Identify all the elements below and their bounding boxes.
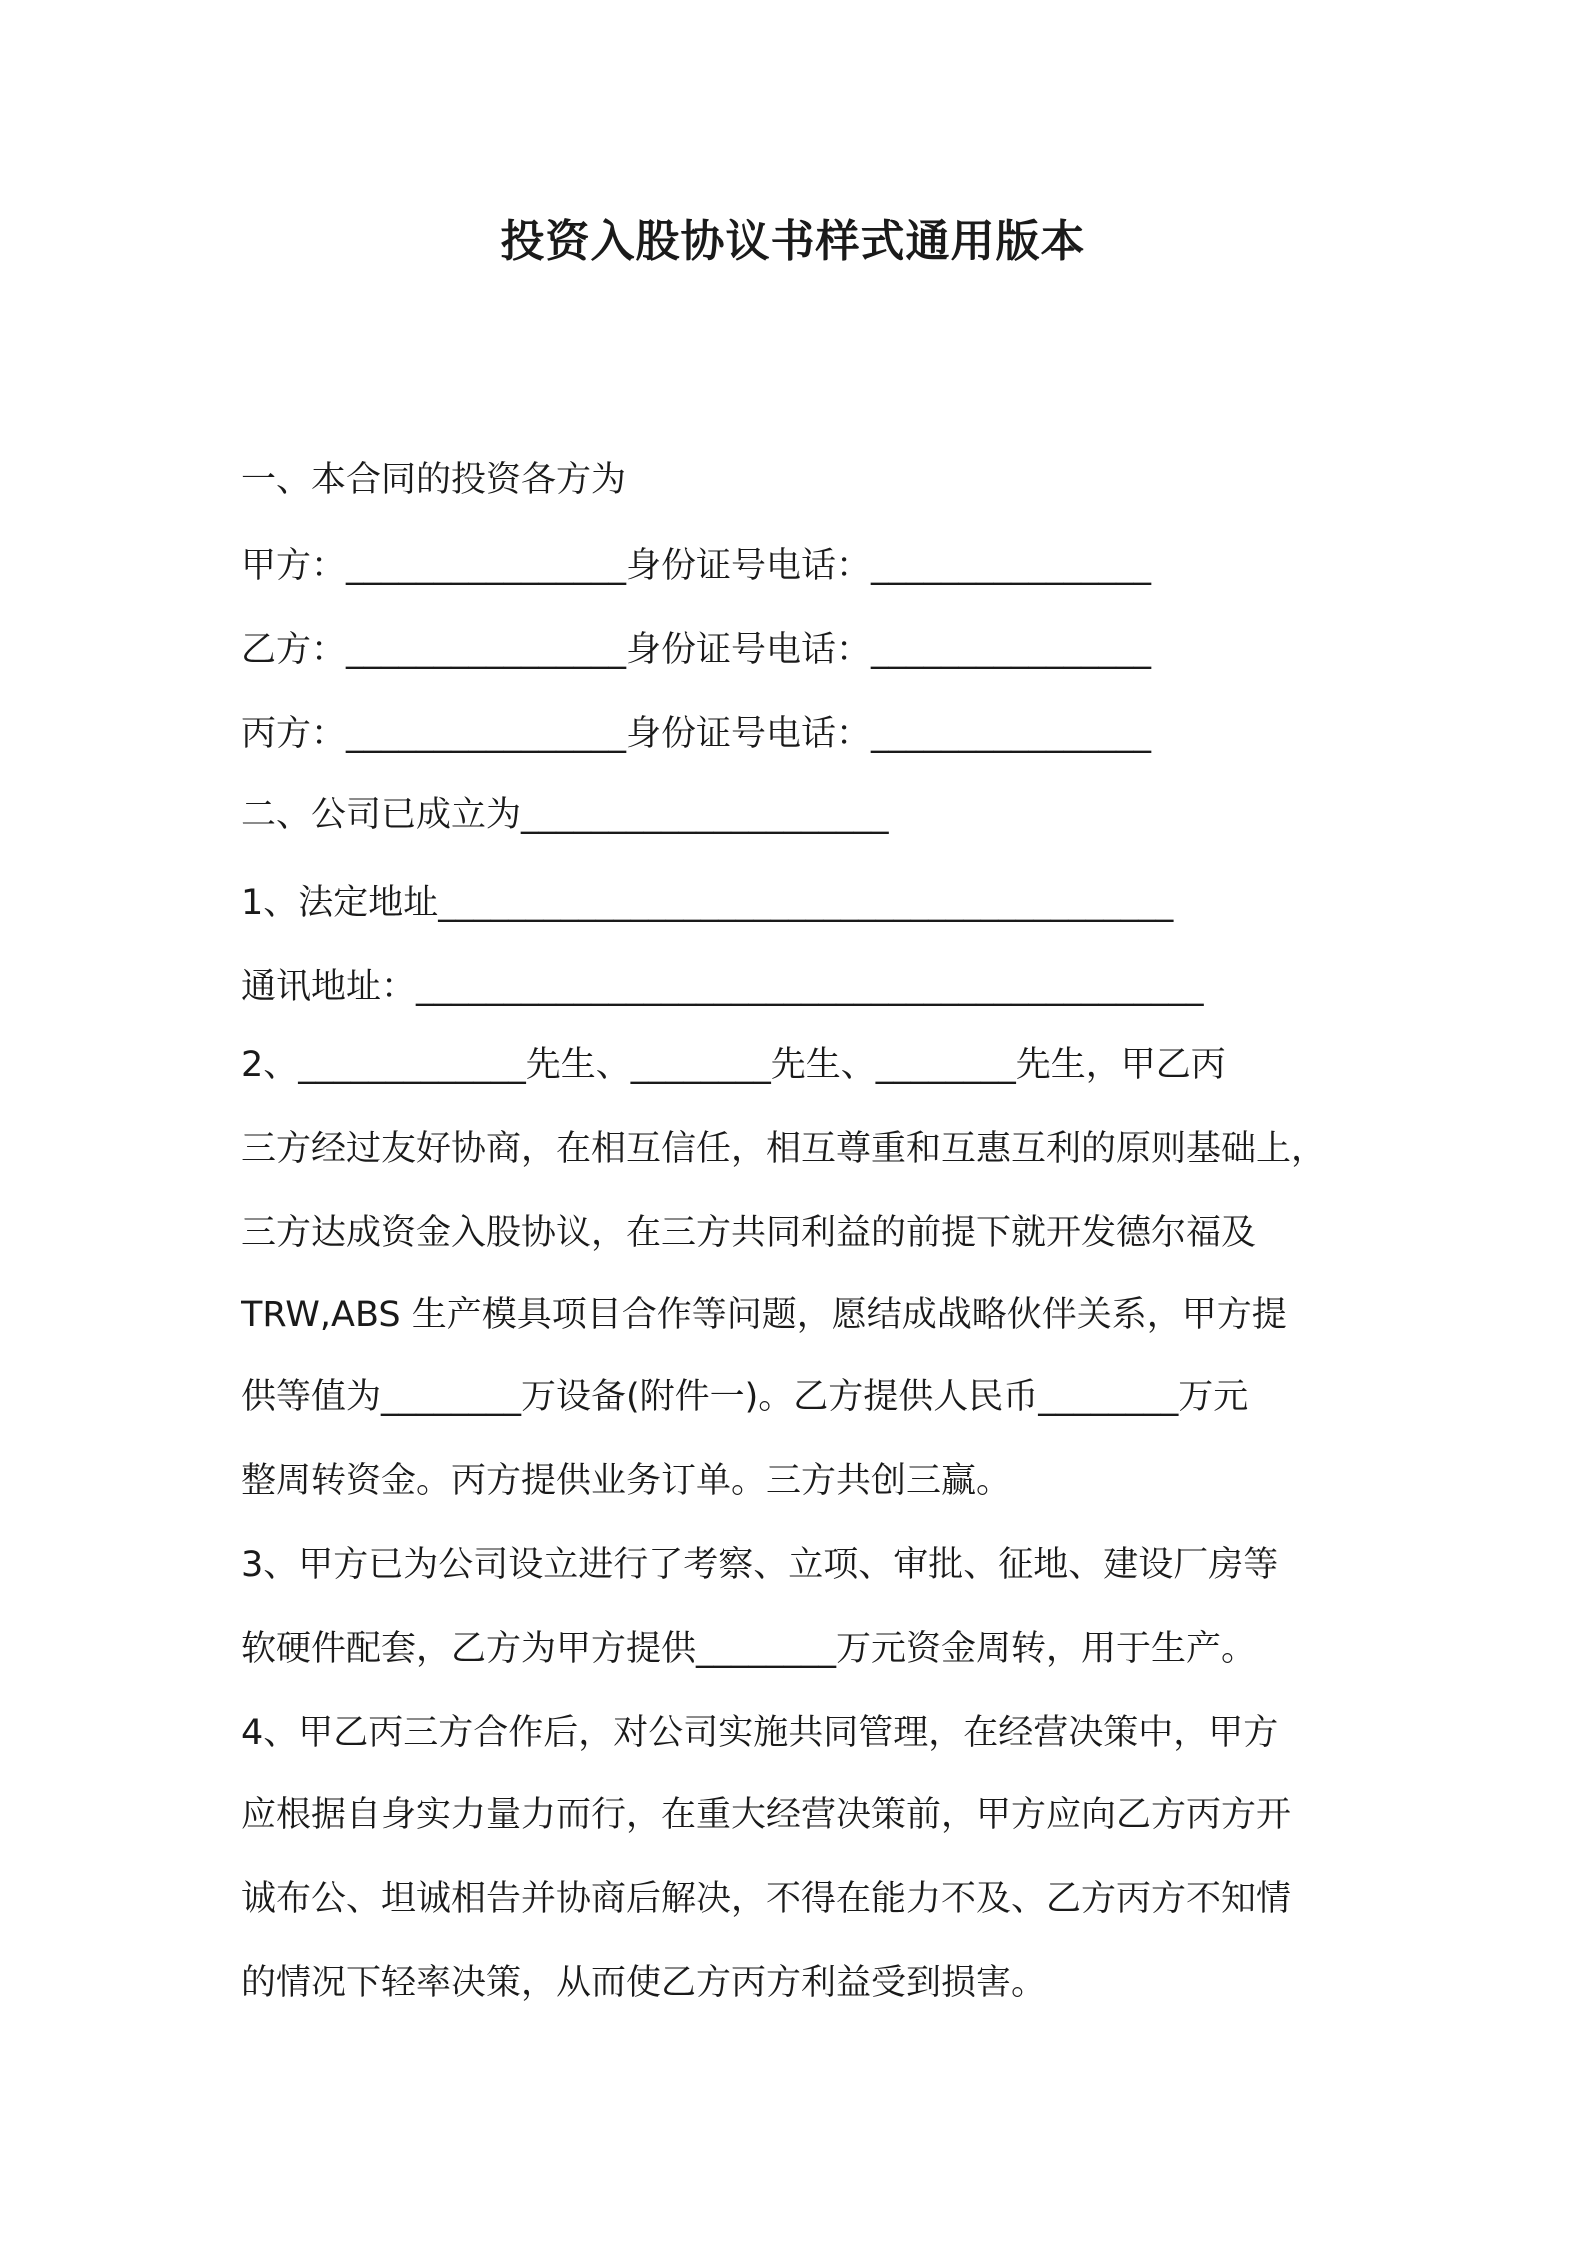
clause-2-line-6: 整周转资金。丙方提供业务订单。三方共创三赢。 <box>241 1461 1012 1501</box>
section-1-heading: 一、本合同的投资各方为 <box>241 460 627 500</box>
clause-4-line-1: 4、甲乙丙三方合作后，对公司实施共同管理，在经营决策中，甲方 <box>241 1713 1279 1753</box>
party-a-line: 甲方：________________身份证号电话：________________ <box>241 546 1152 586</box>
clause-4-line-3: 诚布公、坦诚相告并协商后解决，不得在能力不及、乙方丙方不知情 <box>241 1879 1292 1919</box>
document-title: 投资入股协议书样式通用版本 <box>500 216 1086 267</box>
clause-4-line-2: 应根据自身实力量力而行，在重大经营决策前，甲方应向乙方丙方开 <box>241 1795 1292 1835</box>
clause-2-line-5: 供等值为________万设备(附件一)。乙方提供人民币________万元 <box>241 1377 1249 1417</box>
legal-address-line: 1、法定地址__________________________________________ <box>241 883 1174 923</box>
clause-3-line-1: 3、甲方已为公司设立进行了考察、立项、审批、征地、建设厂房等 <box>241 1545 1279 1585</box>
clause-3-line-2: 软硬件配套，乙方为甲方提供________万元资金周转，用于生产。 <box>241 1629 1257 1669</box>
clause-2-line-1: 2、_____________先生、________先生、________先生，甲乙丙 <box>241 1045 1226 1085</box>
party-b-line: 乙方：________________身份证号电话：________________ <box>241 630 1152 670</box>
section-2-heading: 二、公司已成立为_____________________ <box>241 795 889 835</box>
clause-2-line-4: TRW,ABS 生产模具项目合作等问题，愿结成战略伙伴关系，甲方提 <box>241 1295 1287 1335</box>
mailing-address-line: 通讯地址：_____________________________________________ <box>241 967 1204 1007</box>
clause-2-line-2: 三方经过友好协商，在相互信任，相互尊重和互惠互利的原则基础上， <box>241 1129 1327 1169</box>
clause-2-line-3: 三方达成资金入股协议，在三方共同利益的前提下就开发德尔福及 <box>241 1213 1257 1253</box>
party-c-line: 丙方：________________身份证号电话：________________ <box>241 714 1152 754</box>
clause-4-line-4: 的情况下轻率决策，从而使乙方丙方利益受到损害。 <box>241 1963 1047 2003</box>
